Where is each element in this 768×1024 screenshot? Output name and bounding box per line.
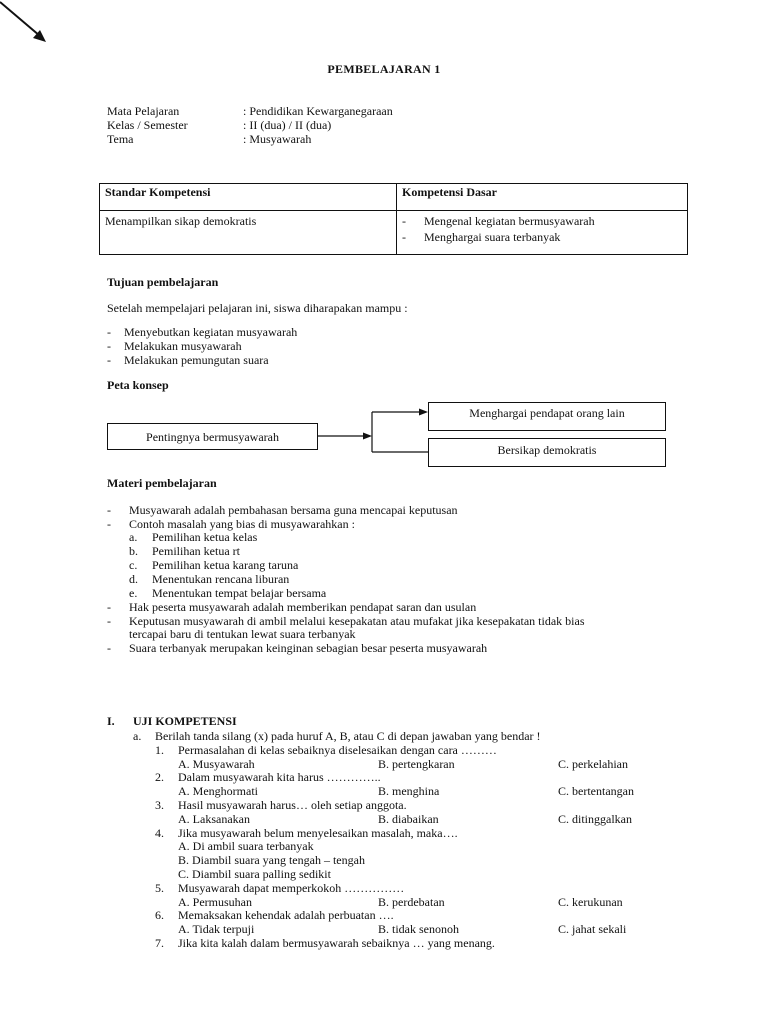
question-number: 3. [155,798,164,812]
option-a[interactable]: A. Laksanakan [178,812,250,826]
section-heading: UJI KOMPETENSI [133,714,237,728]
question-text: Permasalahan di kelas sebaiknya diselesaikan dengan cara ……… [178,743,497,757]
list-item: - [107,353,111,367]
table-cell [397,211,688,255]
instruction-text: Berilah tanda silang (x) pada huruf A, B, atau C di depan jawaban yang bendar ! [155,729,541,743]
list-dash: - [107,600,111,614]
table-header: Kompetensi Dasar [397,184,688,211]
list-item: - [107,339,111,353]
competency-table [99,183,688,255]
option-c[interactable]: C. kerukunan [558,895,623,909]
section-number: I. [107,714,115,728]
list-item: - Mengenal kegiatan bermusyawarah [402,214,595,228]
sub-item-text: Pemilihan ketua kelas [152,530,258,544]
list-dash: - [107,614,111,628]
option-a[interactable]: A. Menghormati [178,784,258,798]
list-item-text: Musyawarah adalah pembahasan bersama guna mencapai keputusan [129,503,458,517]
list-dash: - [107,641,111,655]
concept-connector [318,404,430,456]
question-number: 4. [155,826,164,840]
sub-item-text: Menentukan rencana liburan [152,572,290,586]
option-a[interactable]: A. Di ambil suara terbanyak [178,839,314,853]
intro-text: Setelah mempelajari pelajaran ini, siswa diharapakan mampu : [107,301,408,315]
section-heading: Tujuan pembelajaran [107,275,219,289]
concept-box-target: Bersikap demokratis [428,438,666,467]
list-item-text: Melakukan pemungutan suara [124,353,269,367]
sub-marker: e. [129,586,138,600]
option-c[interactable]: C. ditinggalkan [558,812,632,826]
info-label: Tema [107,132,134,146]
option-a[interactable]: A. Tidak terpuji [178,922,255,936]
sub-marker: a. [129,530,138,544]
list-item-text: Contoh masalah yang bias di musyawarahkan : [129,517,355,531]
option-b[interactable]: B. menghina [378,784,440,798]
list-item: - [107,325,111,339]
list-dash: - [107,503,111,517]
list-item-text: Menyebutkan kegiatan musyawarah [124,325,298,339]
option-c[interactable]: C. bertentangan [558,784,634,798]
info-value: : Pendidikan Kewarganegaraan [243,104,393,118]
list-item-text: tercapai baru di tentukan lewat suara terbanyak [129,627,356,641]
question-number: 1. [155,743,164,757]
instruction-marker: a. [133,729,142,743]
question-text: Musyawarah dapat memperkokoh …………… [178,881,405,895]
corner-arrow-icon [0,0,60,50]
sub-marker: c. [129,558,138,572]
list-item-text: Keputusan musyawarah di ambil melalui kesepakatan atau mufakat jika kesepakatan tidak bias [129,614,585,628]
option-a[interactable]: A. Musyawarah [178,757,255,771]
option-c[interactable]: C. Diambil suara palling sedikit [178,867,331,881]
table-cell [100,211,397,255]
section-heading: Peta konsep [107,378,169,392]
option-c[interactable]: C. perkelahian [558,757,628,771]
info-label: Mata Pelajaran [107,104,180,118]
option-a[interactable]: A. Permusuhan [178,895,252,909]
info-label: Kelas / Semester [107,118,188,132]
question-text: Jika musyawarah belum menyelesaikan masalah, maka…. [178,826,458,840]
list-item: - Menghargai suara terbanyak [402,230,561,244]
list-item-text: Hak peserta musyawarah adalah memberikan pendapat saran dan usulan [129,600,477,614]
question-number: 5. [155,881,164,895]
table-header: Standar Kompetensi [100,184,397,211]
option-b[interactable]: B. diabaikan [378,812,439,826]
option-b[interactable]: B. pertengkaran [378,757,455,771]
info-value: : II (dua) / II (dua) [243,118,332,132]
list-dash: - [107,517,111,531]
question-text: Memaksakan kehendak adalah perbuatan …. [178,908,394,922]
page-title: PEMBELAJARAN 1 [327,62,441,76]
sub-item-text: Pemilihan ketua karang taruna [152,558,299,572]
question-text: Dalam musyawarah kita harus ………….. [178,770,381,784]
list-item-text: Suara terbanyak merupakan keinginan sebagian besar peserta musyawarah [129,641,488,655]
list-item-text: Melakukan musyawarah [124,339,242,353]
sub-marker: b. [129,544,138,558]
concept-box-target: Menghargai pendapat orang lain [428,402,666,431]
option-b[interactable]: B. tidak senonoh [378,922,459,936]
info-value: : Musyawarah [243,132,312,146]
sub-item-text: Menentukan tempat belajar bersama [152,586,327,600]
question-number: 7. [155,936,164,950]
section-heading: Materi pembelajaran [107,476,217,490]
concept-box-source: Pentingnya bermusyawarah [107,423,318,450]
option-b[interactable]: B. Diambil suara yang tengah – tengah [178,853,365,867]
question-text: Hasil musyawarah harus… oleh setiap anggota. [178,798,407,812]
option-c[interactable]: C. jahat sekali [558,922,627,936]
question-number: 6. [155,908,164,922]
option-b[interactable]: B. perdebatan [378,895,445,909]
question-text: Jika kita kalah dalam bermusyawarah sebaiknya … yang menang. [178,936,495,950]
sub-item-text: Pemilihan ketua rt [152,544,240,558]
question-number: 2. [155,770,164,784]
standar-text: Menampilkan sikap demokratis [105,214,257,228]
sub-marker: d. [129,572,138,586]
